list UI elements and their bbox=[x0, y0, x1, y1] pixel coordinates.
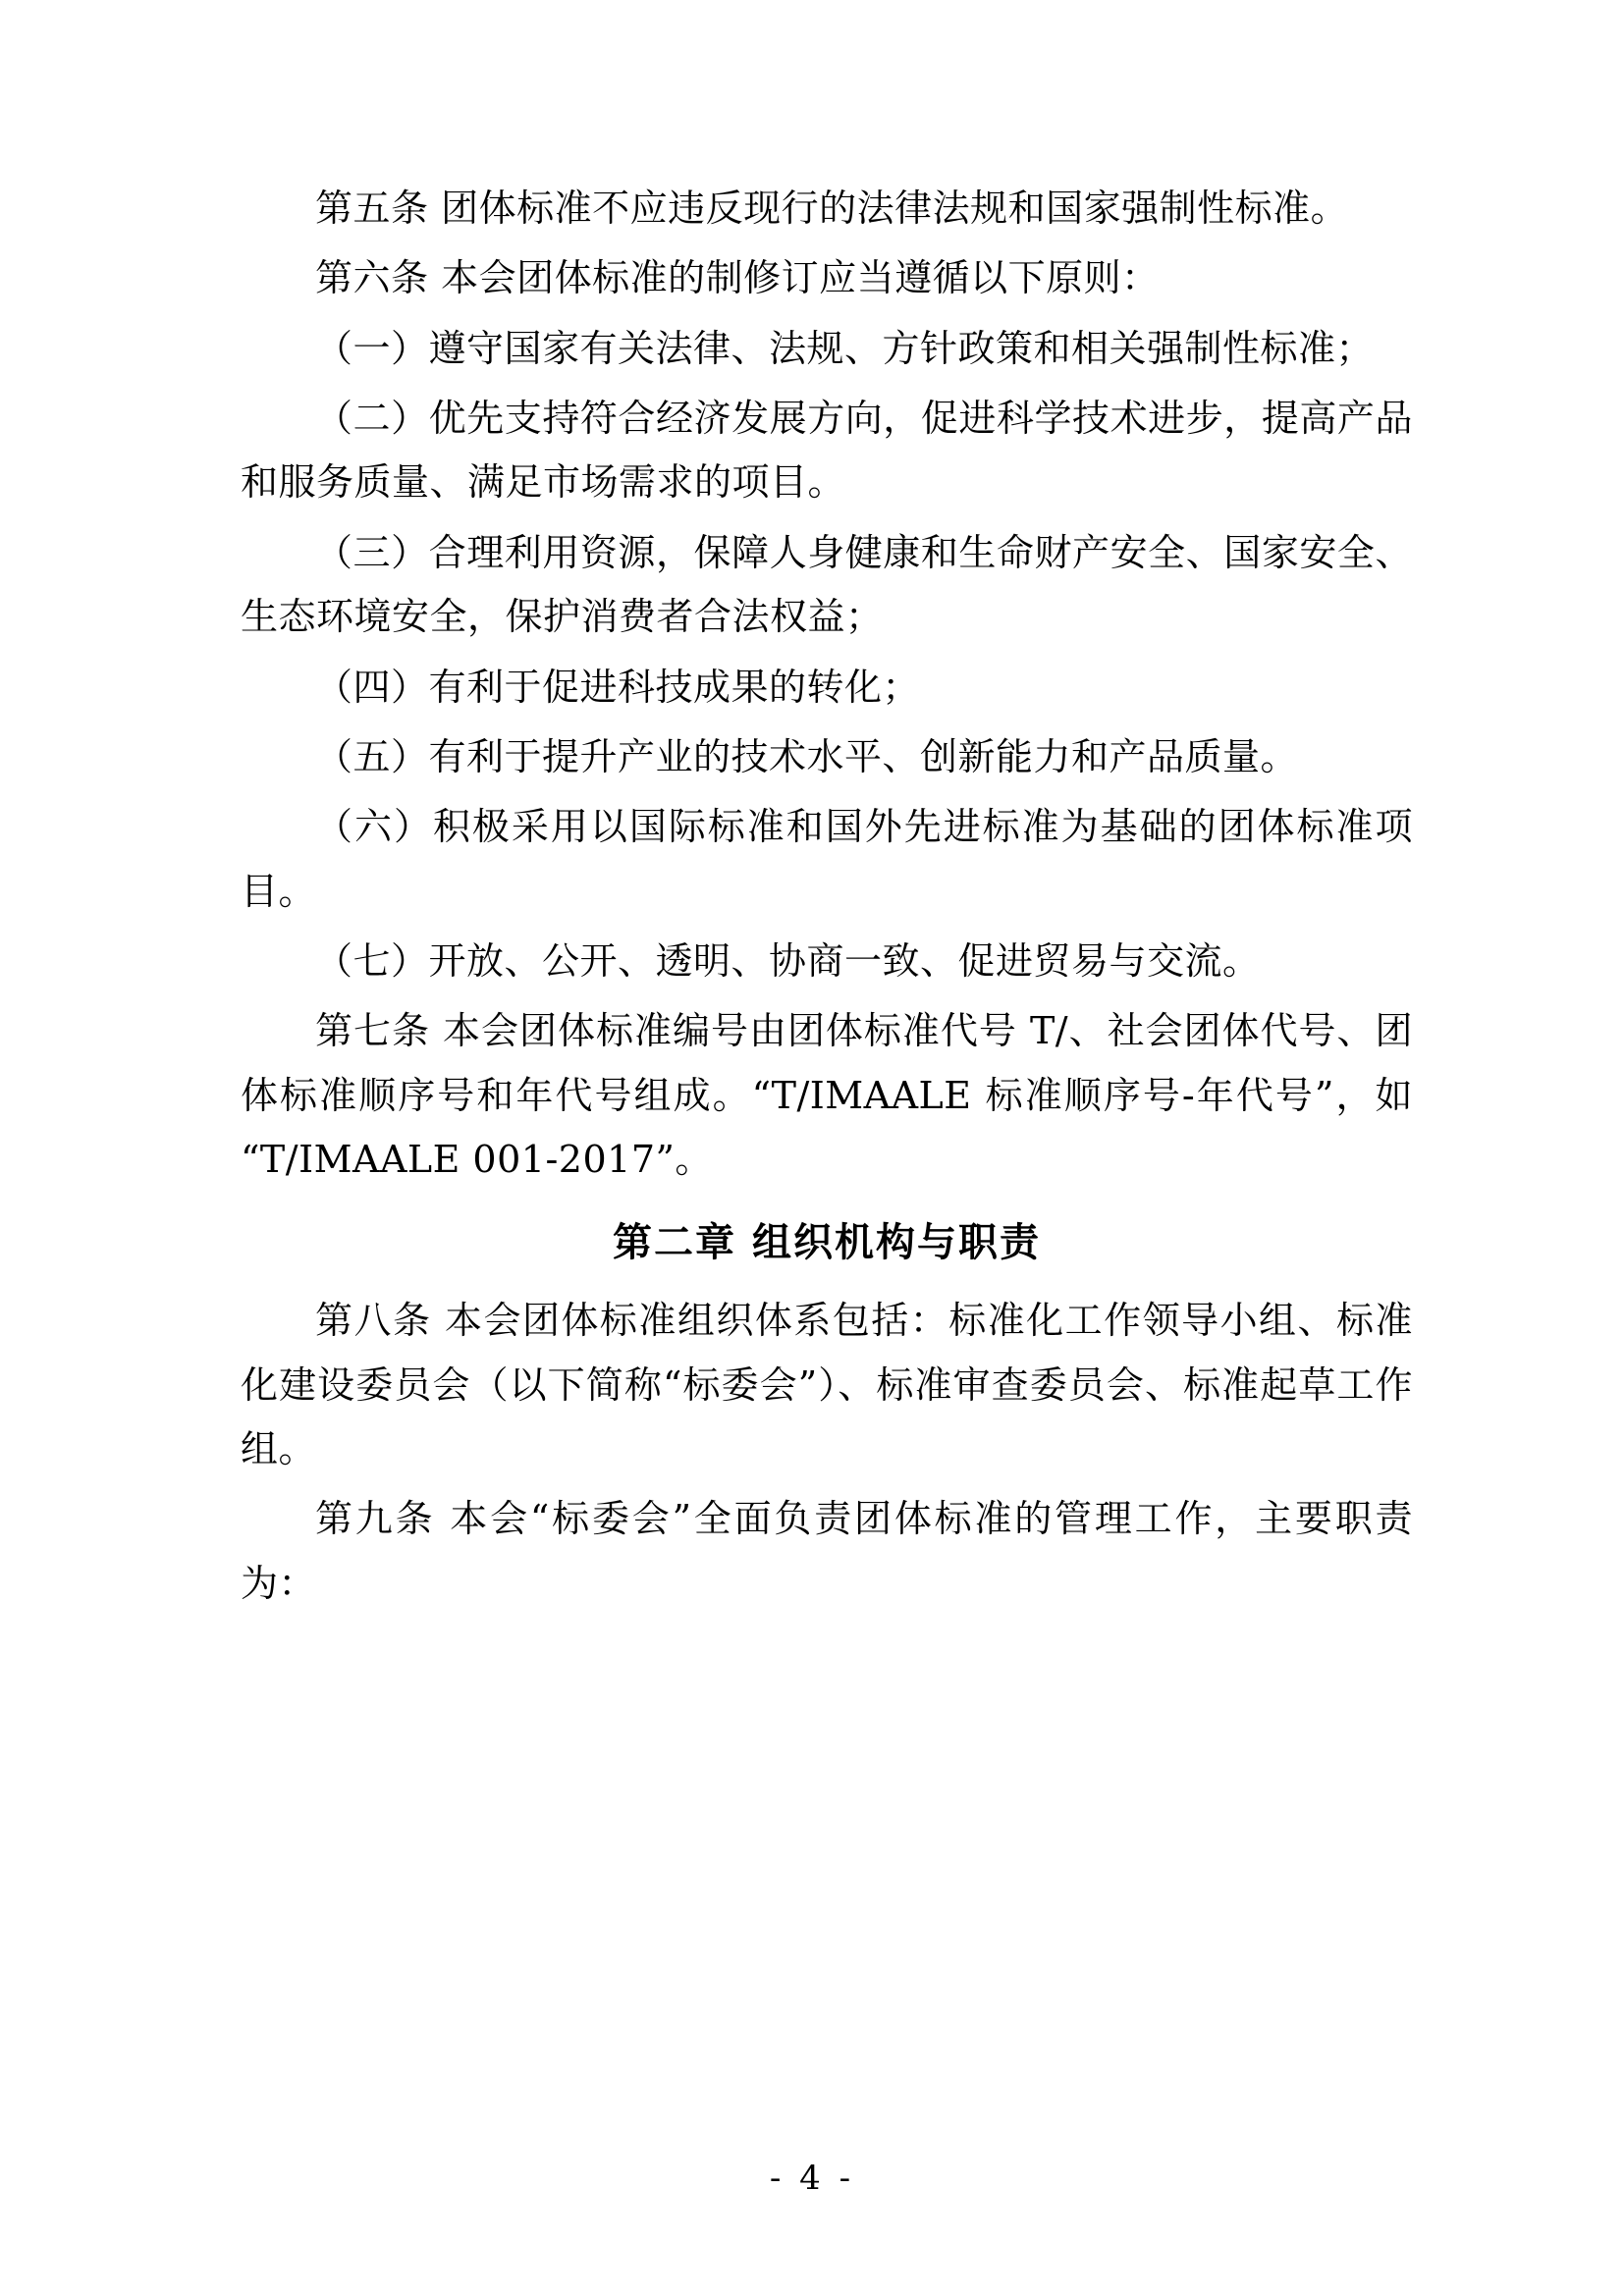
paragraph-article-5: 第五条 团体标准不应违反现行的法律法规和国家强制性标准。 bbox=[315, 187, 1349, 230]
section-heading-chapter-2: 第二章 组织机构与职责 bbox=[613, 1220, 1041, 1266]
paragraph-principle-2: （二）优先支持符合经济发展方向，促进科学技术进步，提高产品和服务质量、满足市场需求的项目。 bbox=[241, 397, 1413, 505]
document-body bbox=[241, 177, 1413, 1616]
paragraph-principle-3: （三）合理利用资源，保障人身健康和生命财产安全、国家安全、生态环境安全，保护消费者合法权益； bbox=[241, 530, 1413, 639]
paragraph-principle-4: （四）有利于促进科技成果的转化； bbox=[315, 665, 921, 709]
paragraph-principle-7: （七）开放、公开、透明、协商一致、促进贸易与交流。 bbox=[315, 938, 1261, 983]
paragraph-article-6: 第六条 本会团体标准的制修订应当遵循以下原则： bbox=[315, 256, 1160, 300]
paragraph-principle-6: （六）积极采用以国际标准和国外先进标准为基础的团体标准项目。 bbox=[241, 805, 1413, 913]
paragraph-principle-5: （五）有利于提升产业的技术水平、创新能力和产品质量。 bbox=[315, 734, 1299, 778]
paragraph-principle-1: （一）遵守国家有关法律、法规、方针政策和相关强制性标准； bbox=[315, 326, 1375, 370]
paragraph-article-8: 第八条 本会团体标准组织体系包括：标准化工作领导小组、标准化建设委员会（以下简称“标委会”）、标准审查委员会、标准起草工作组。 bbox=[241, 1299, 1413, 1470]
paragraph-article-9: 第九条 本会“标委会”全面负责团体标准的管理工作，主要职责为： bbox=[241, 1497, 1413, 1605]
paragraph-article-7: 第七条 本会团体标准编号由团体标准代号 T/、社会团体代号、团体标准顺序号和年代号组成。“T/IMAALE 标准顺序号-年代号”，如“T/IMAALE 001-2017”。 bbox=[241, 1009, 1413, 1182]
page-number: - 4 - bbox=[769, 2159, 855, 2198]
